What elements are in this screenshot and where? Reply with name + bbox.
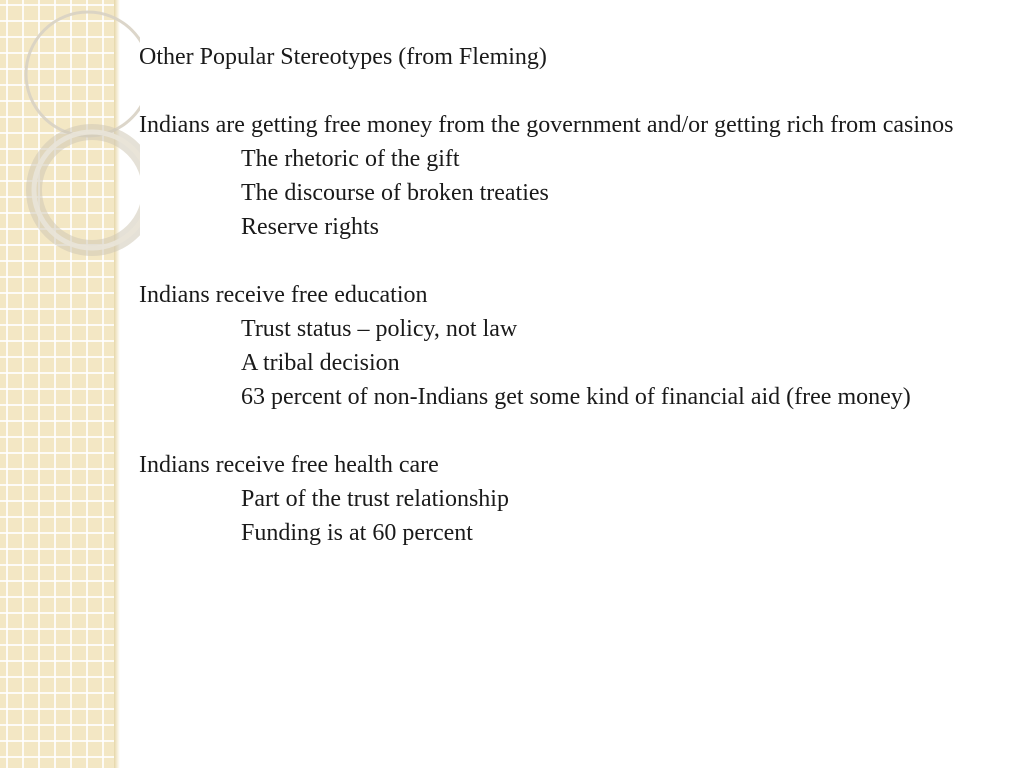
bullet-item: The rhetoric of the gift	[241, 146, 460, 172]
section-free-education	[139, 278, 1009, 414]
bullet-item: Trust status – policy, not law	[241, 316, 518, 342]
slide-heading: Other Popular Stereotypes (from Fleming)	[139, 44, 547, 70]
decorative-circles	[0, 0, 140, 260]
bullet-item: Part of the trust relationship	[241, 486, 509, 512]
section-title: Indians receive free health care	[139, 452, 439, 478]
section-title: Indians receive free education	[139, 282, 428, 308]
section-free-money	[139, 108, 1009, 244]
bullet-item: The discourse of broken treaties	[241, 180, 549, 206]
section-free-health-care	[139, 448, 1009, 550]
section-title: Indians are getting free money from the government and/or getting rich from casinos	[139, 112, 954, 138]
bullet-item: Reserve rights	[241, 214, 379, 240]
slide-content	[139, 40, 1009, 550]
bullet-item: A tribal decision	[241, 350, 400, 376]
bullet-item: Funding is at 60 percent	[241, 520, 473, 546]
bullet-item: 63 percent of non-Indians get some kind of financial aid (free money)	[241, 384, 911, 410]
